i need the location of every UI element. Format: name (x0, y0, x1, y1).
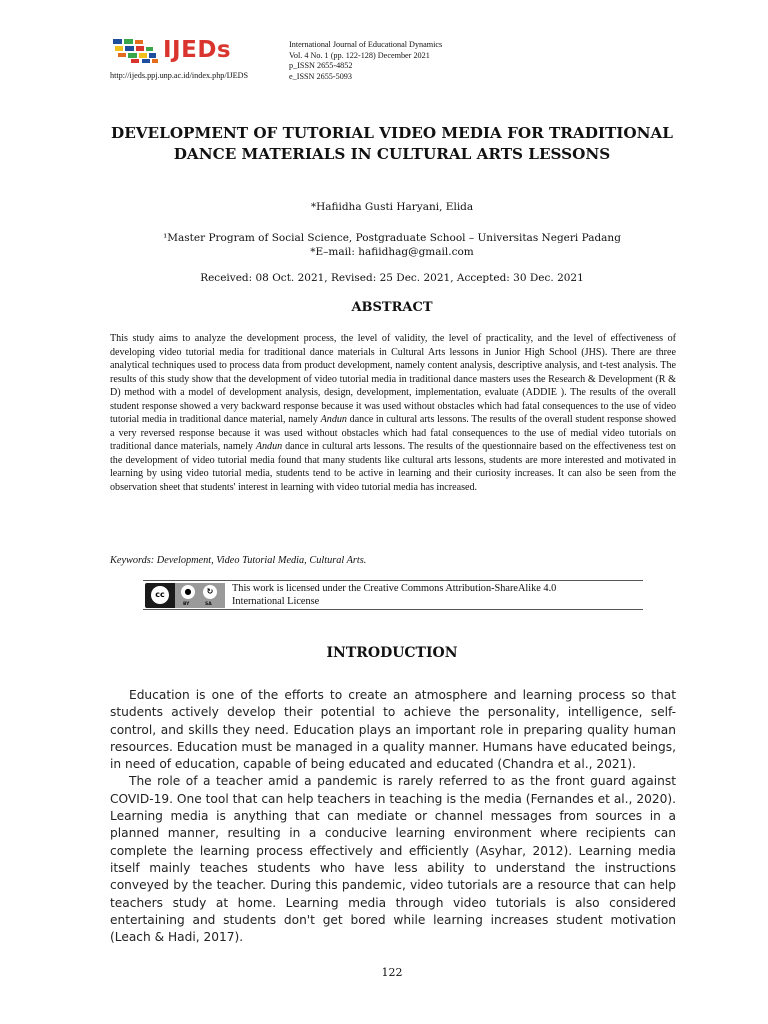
divider (143, 609, 643, 610)
keywords: Keywords: Development, Video Tutorial Media, Cultural Arts. (110, 555, 367, 566)
authors: *Hafiidha Gusti Haryani, Elida (310, 201, 474, 213)
journal-volume: Vol. 4 No. 1 (pp. 122-128) December 2021 (289, 50, 430, 60)
introduction-body (110, 687, 676, 946)
abstract-body (110, 332, 676, 494)
affiliation: ¹Master Program of Social Science, Postgraduate School – Universitas Negeri Padang (163, 232, 621, 244)
logo-mosaic-icon (113, 38, 167, 64)
cc-icon: cc (151, 586, 169, 604)
page-number: 122 (381, 966, 403, 979)
journal-eissn: e_ISSN 2655-5093 (289, 71, 352, 81)
logo-text: IJEDs (163, 37, 232, 63)
introduction-heading: INTRODUCTION (326, 645, 458, 661)
abstract-text: dance in cultural arts lessons. The results of the overall student response showed a very reversed response because it was used without obstacles which had fatal consequences to the use of medial video tutorials on traditional dance materials, namely (110, 414, 677, 452)
affiliation-block (110, 231, 674, 259)
cc-by-sa-badge-icon[interactable] (145, 583, 225, 608)
attribution-icon: ● (181, 585, 195, 599)
badge-sa-label: SA (205, 602, 212, 607)
license-box (143, 580, 643, 610)
submission-dates: Received: 08 Oct. 2021, Revised: 25 Dec. 2021, Accepted: 30 Dec. 2021 (200, 272, 584, 284)
license-text (232, 582, 556, 608)
abstract-text: dance in cultural arts lessons. The results of the questionnaire based on the effectiveness test on the development of video tutorial media found that many students like cultural arts lessons, students are more interested and motivated in learning by using video tutorial media, students tend to be active in learning and their curiosity increases. It can also be seen from the observation sheet that students' interest in learning with video tutorial media has increased. (110, 441, 676, 493)
paper-title: DEVELOPMENT OF TUTORIAL VIDEO MEDIA FOR TRADITIONAL DANCE MATERIALS IN CULTURAL ARTS LESSONS (111, 124, 673, 163)
license-line[interactable]: This work is licensed under the Creative Commons Attribution-ShareAlike 4.0 (232, 583, 557, 594)
divider (143, 580, 643, 581)
journal-info (289, 40, 442, 82)
paragraph: The role of a teacher amid a pandemic is rarely referred to as the front guard against COVID-19. One tool that can help teachers in teaching is the media (Fernandes et al., 2020). Learning media is anything that can mediate or channel messages from sources in a planned manner, resulting in a conducive learning environment where recipients can complete the learning process effectively and efficiently (Asyhar, 2012). Learning media itself mainly teaches students who have less ability to understand the instructions conveyed by the teacher. During this pandemic, video tutorials are a resource that can help teachers study at home. Learning media through video tutorials is also considered entertaining and students don't get bored while learning increases student motivation (Leach & Hadi, 2017). (110, 774, 676, 945)
abstract-text: This study aims to analyze the development process, the level of validity, the level of practicality, and the level of effectiveness of developing video tutorial media for traditional dance materials in Cultural Arts lessons in Junior High School (JHS). There are three analytical techniques used to process data from product development, namely content analysis, descriptive analysis, and t-test analysis. The results of this study show that the development of video tutorial media in traditional dance masters uses the Research & Development (R & D) method with a model of development analysis, design, development, implementation, evaluate (ADDIE ). The results of the overall student response showed a very backward response because it was used without obstacles which had fatal consequences to the use of video tutorial media in traditional dance material, namely (110, 333, 676, 425)
journal-url[interactable]: http://ijeds.ppj.unp.ac.id/index.php/IJEDS (110, 71, 249, 80)
badge-by-label: BY (183, 602, 190, 607)
abstract-italic-term: Andun (255, 441, 283, 452)
paragraph: Education is one of the efforts to create an atmosphere and learning process so that students actively develop their potential to achieve the personality, intelligence, self-control, and skills they need. Education plays an important role in preparing quality human resources. Education must be managed in a quality manner. Humans have educated beings, in need of education, capable of being educated and educated (Chandra et al., 2021). (110, 688, 676, 772)
journal-pissn: p_ISSN 2655-4852 (289, 61, 353, 70)
journal-name: International Journal of Educational Dynamics (289, 40, 443, 49)
sharealike-icon: ↻ (203, 585, 217, 599)
author-email: *E–mail: hafiidhag@gmail.com (310, 246, 474, 258)
journal-logo (113, 38, 243, 68)
abstract-italic-term: Andun (320, 414, 347, 425)
license-line[interactable]: International License (232, 596, 320, 607)
abstract-heading: ABSTRACT (351, 300, 433, 315)
